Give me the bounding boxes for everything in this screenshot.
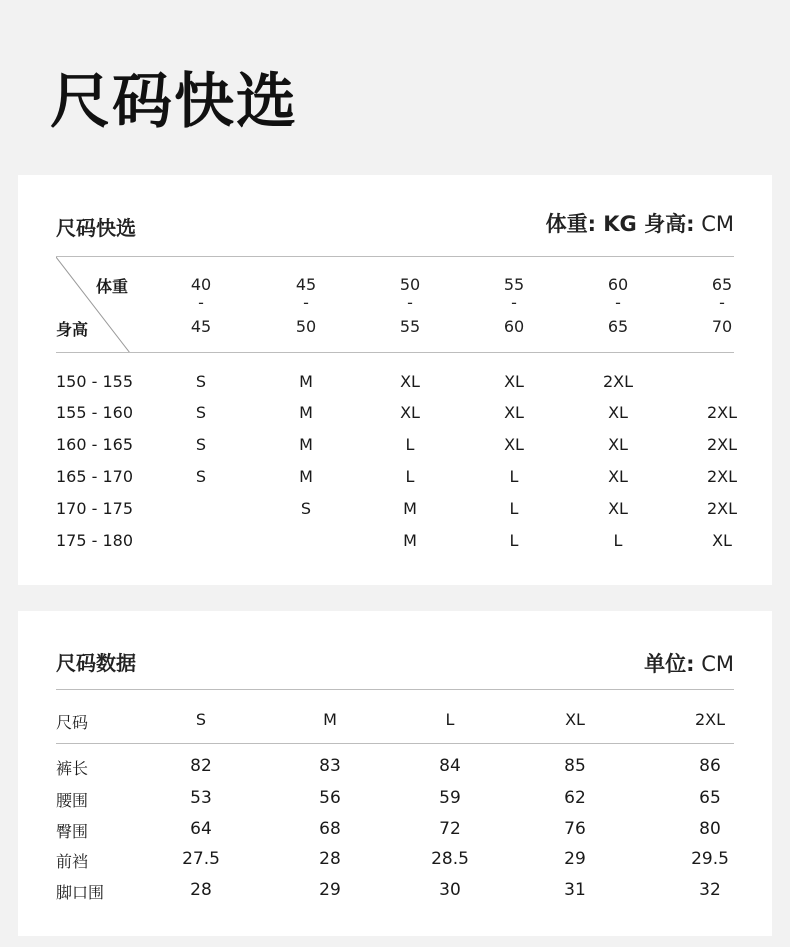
size-data-title: 尺码数据 [56,651,136,675]
size-cell: 2XL [706,467,738,486]
height-range: 160 - 165 [56,435,134,454]
size-cell: 2XL [706,403,738,422]
size-cell: 2XL [706,499,738,518]
corner-height-label: 身高 [56,320,89,339]
height-range: 165 - 170 [56,467,134,486]
page-title: 尺码快选 [50,67,298,137]
measurement-cell: 65 [699,788,721,808]
size-cell: 2XL [602,372,634,391]
measurement-cell: 64 [190,819,212,839]
measurement-label: 臀围 [56,822,89,841]
unit-value: CM [701,652,734,676]
size-cell: XL [608,499,628,518]
size-header-cell: S [195,710,207,729]
size-cell: XL [504,403,524,422]
weight-range-dash: - [615,293,621,312]
weight-range-dash: - [303,293,309,312]
quick-row [18,403,772,427]
size-header-cell: M [323,710,337,729]
weight-range-to: 55 [399,317,421,336]
quick-size-title: 尺码快选 [56,216,136,240]
height-range: 175 - 180 [56,531,134,550]
unit-value: CM [701,212,734,236]
weight-range-dash: - [198,293,204,312]
size-cell: XL [400,403,420,422]
measurement-cell: 27.5 [182,849,220,869]
weight-range-to: 65 [607,317,629,336]
size-cell: XL [400,372,420,391]
measurement-cell: 68 [319,819,341,839]
measurement-cell: 76 [564,819,586,839]
size-data-row [18,756,772,780]
height-range: 155 - 160 [56,403,134,422]
size-data-row [18,849,772,873]
measurement-cell: 29.5 [691,849,729,869]
weight-range-dash: - [407,293,413,312]
measurement-cell: 29 [319,880,341,900]
divider [56,743,734,744]
weight-range-from: 60 [607,275,629,294]
size-cell: 2XL [706,435,738,454]
measurement-cell: 32 [699,880,721,900]
size-cell: XL [504,435,524,454]
measurement-cell: 29 [564,849,586,869]
measurement-cell: 28 [190,880,212,900]
measurement-cell: 62 [564,788,586,808]
measurement-cell: 83 [319,756,341,776]
size-data-row [18,880,772,904]
size-cell: S [195,467,207,486]
measurement-cell: 31 [564,880,586,900]
weight-range-from: 45 [295,275,317,294]
size-cell: M [299,435,313,454]
weight-range-from: 40 [190,275,212,294]
size-data-row [18,788,772,812]
weight-range-to: 70 [711,317,733,336]
divider [56,689,734,690]
measurement-cell: 82 [190,756,212,776]
measurement-cell: 28 [319,849,341,869]
measurement-cell: 28.5 [431,849,469,869]
quick-row [18,467,772,491]
quick-size-unit [546,208,734,238]
measurement-label: 腰围 [56,791,89,810]
size-cell: XL [712,531,732,550]
size-header-label: 尺码 [56,713,89,732]
measurement-cell: 84 [439,756,461,776]
measurement-cell: 59 [439,788,461,808]
divider [56,256,734,257]
size-cell: M [299,372,313,391]
size-cell: M [299,467,313,486]
size-header-cell: XL [565,710,585,729]
measurement-cell: 72 [439,819,461,839]
weight-range-to: 50 [295,317,317,336]
measurement-cell: 86 [699,756,721,776]
measurement-cell: 53 [190,788,212,808]
size-header-cell: 2XL [694,710,726,729]
size-cell: L [509,531,519,550]
size-data-row [18,819,772,843]
height-range: 150 - 155 [56,372,134,391]
weight-range-to: 45 [190,317,212,336]
size-cell: S [195,372,207,391]
size-cell: M [299,403,313,422]
size-data-card [18,611,772,936]
size-cell: L [613,531,623,550]
size-cell: L [405,435,415,454]
size-cell: XL [608,403,628,422]
size-cell: L [405,467,415,486]
quick-size-card [18,175,772,585]
size-header-cell: L [445,710,455,729]
size-cell: M [403,499,417,518]
size-data-unit [644,648,734,678]
weight-range-from: 50 [399,275,421,294]
quick-row [18,372,772,396]
weight-range-from: 65 [711,275,733,294]
measurement-cell: 56 [319,788,341,808]
quick-row [18,435,772,459]
size-cell: S [300,499,312,518]
divider [56,352,734,353]
size-cell: S [195,403,207,422]
measurement-label: 裤长 [56,759,89,778]
weight-range-dash: - [719,293,725,312]
weight-range-to: 60 [503,317,525,336]
measurement-label: 脚口围 [56,883,105,902]
height-range: 170 - 175 [56,499,134,518]
size-cell: XL [608,467,628,486]
size-header-row [18,710,772,734]
size-cell: S [195,435,207,454]
measurement-label: 前裆 [56,852,89,871]
measurement-cell: 30 [439,880,461,900]
quick-row [18,531,772,555]
size-cell: L [509,467,519,486]
measurement-cell: 80 [699,819,721,839]
unit-label: 体重: KG 身高: [545,212,695,236]
size-cell: M [403,531,417,550]
weight-range-from: 55 [503,275,525,294]
quick-row [18,499,772,523]
weight-range-dash: - [511,293,517,312]
size-cell: XL [608,435,628,454]
corner-weight-label: 体重 [96,277,129,296]
size-cell: L [509,499,519,518]
size-cell: XL [504,372,524,391]
unit-label: 单位: [644,652,695,676]
measurement-cell: 85 [564,756,586,776]
